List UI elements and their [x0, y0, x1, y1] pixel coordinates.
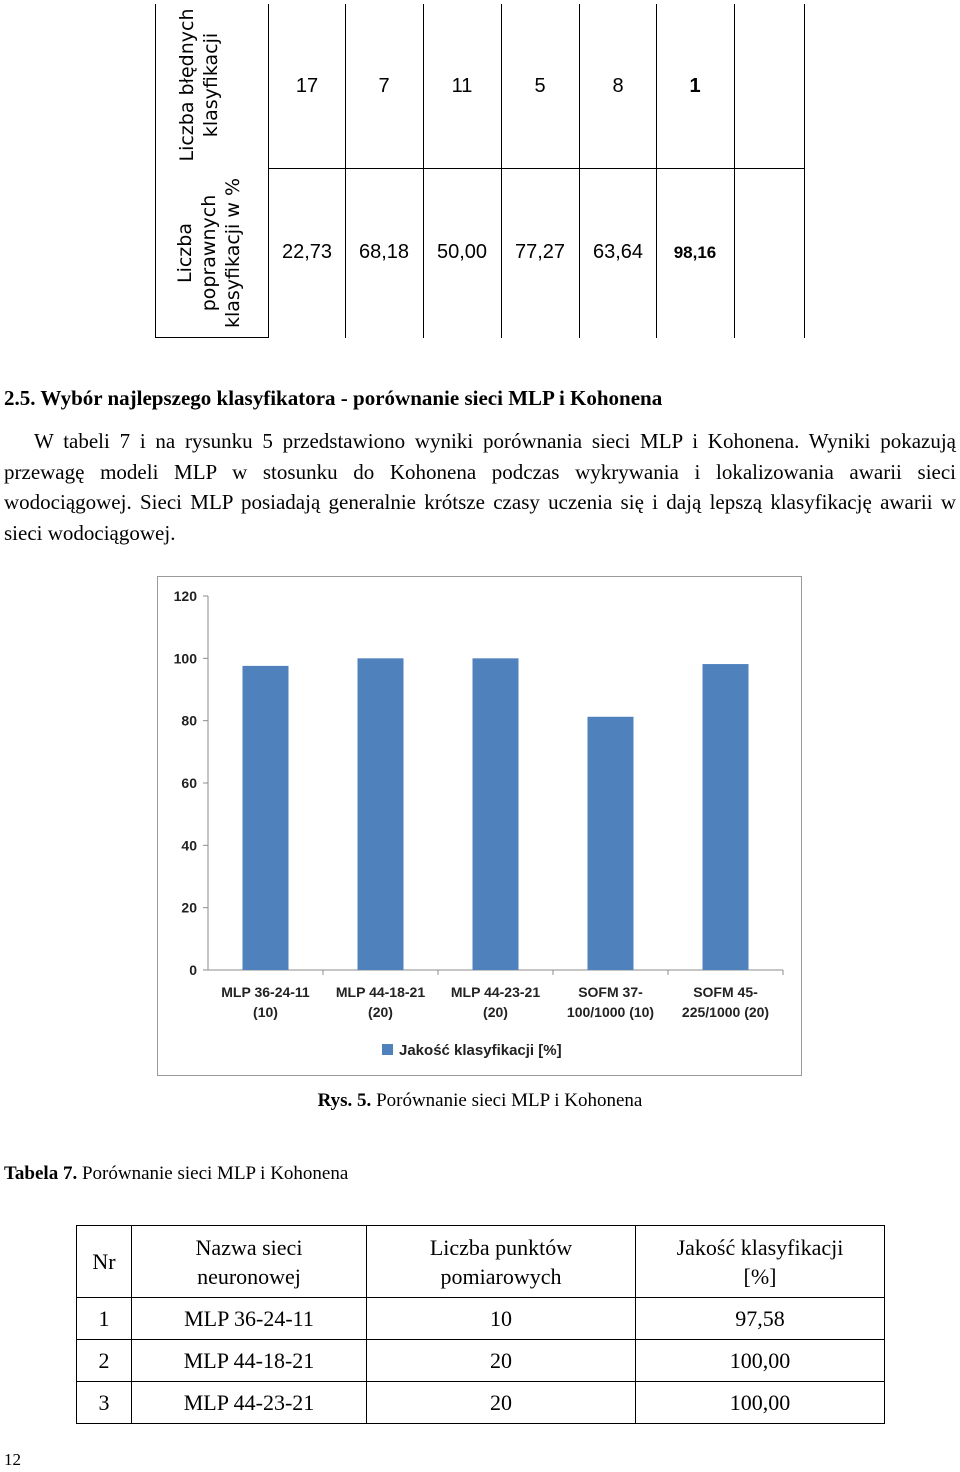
header-line: Liczba błędnych — [176, 8, 198, 162]
table-border — [656, 4, 657, 338]
y-tick-label: 80 — [181, 712, 197, 729]
figure-caption-text: Porównanie sieci MLP i Kohonena — [371, 1090, 643, 1111]
correct-pct-cell: 22,73 — [281, 241, 333, 263]
x-tick-label: SOFM 45- — [693, 984, 758, 1000]
table-border — [804, 4, 805, 338]
table-border — [423, 4, 424, 338]
table-border — [579, 4, 580, 338]
header-line: neuronowej — [197, 1263, 301, 1289]
header-nr — [77, 1226, 132, 1298]
figure-label: Rys. 5. — [317, 1090, 372, 1111]
cell-network: MLP 44-18-21 — [132, 1340, 367, 1382]
header-line: Liczba punktów — [429, 1234, 573, 1260]
bar — [588, 717, 634, 970]
correct-pct-cell: 98,16 — [673, 243, 717, 262]
error-count-cell: 7 — [378, 75, 390, 97]
body-paragraph: W tabeli 7 i na rysunku 5 przedstawiono wyniki porównania sieci MLP i Kohonena. Wyniki pokazują przewagę modeli MLP w stosunku do Kohonena podczas wykrywania i lokalizowania awarii sieci wodociągowej. Sieci MLP posiadają generalnie krótsze czasy uczenia się i dają lepszą klasyfikację awarii w sieci wodociągowej. — [4, 429, 956, 545]
x-tick-label: 100/1000 (10) — [566, 1004, 655, 1020]
table-border — [345, 4, 346, 338]
cell-points: 10 — [367, 1298, 636, 1340]
header-line: Jakość klasyfikacji — [676, 1234, 844, 1260]
comparison-table — [76, 1225, 885, 1424]
header-error-count — [175, 0, 225, 170]
cell-nr: 3 — [77, 1382, 132, 1424]
table-border — [268, 168, 805, 169]
section-heading: 2.5. Wybór najlepszego klasyfikatora - porównanie sieci MLP i Kohonena — [4, 386, 663, 410]
correct-pct-cell: 68,18 — [358, 241, 410, 263]
bar — [703, 664, 749, 970]
table-border — [268, 4, 269, 338]
legend-label: Jakość klasyfikacji [%] — [399, 1042, 562, 1059]
chart-legend — [382, 1042, 562, 1059]
correct-pct-cell: 63,64 — [592, 241, 644, 263]
x-tick-label: 225/1000 (20) — [681, 1004, 770, 1020]
table-header-row — [77, 1226, 885, 1298]
header-line: Liczba — [174, 223, 196, 283]
error-count-cell: 11 — [451, 75, 473, 97]
x-tick-label: MLP 44-18-21 — [335, 984, 426, 1000]
bar-series — [243, 658, 749, 970]
header-quality — [636, 1226, 885, 1298]
table-border — [501, 4, 502, 338]
cell-quality: 100,00 — [636, 1382, 885, 1424]
table-caption-text: Porównanie sieci MLP i Kohonena — [77, 1163, 349, 1184]
cell-quality: 100,00 — [636, 1340, 885, 1382]
x-tick-label: MLP 36-24-11 — [221, 984, 310, 1000]
correct-pct-cell: 77,27 — [514, 241, 566, 263]
error-count-cell: 17 — [295, 75, 319, 97]
page-number: 12 — [4, 1450, 21, 1469]
header-line: klasyfikacji — [200, 32, 222, 138]
figure-caption — [0, 1090, 960, 1112]
legend-swatch — [382, 1044, 393, 1055]
error-count-cell: 1 — [689, 75, 701, 97]
header-line: klasyfikacji w % — [222, 177, 244, 329]
table-border — [155, 4, 156, 338]
header-line: Nr — [92, 1249, 116, 1274]
x-tick-label: MLP 44-23-21 — [450, 984, 541, 1000]
table-label: Tabela 7. — [4, 1163, 78, 1184]
cell-network: MLP 44-23-21 — [132, 1382, 367, 1424]
header-line: [%] — [743, 1263, 777, 1289]
y-tick-label: 120 — [173, 588, 197, 604]
table-border — [734, 4, 735, 338]
y-tick-label: 40 — [181, 837, 197, 854]
header-line: Nazwa sieci — [195, 1234, 303, 1260]
table-row — [77, 1340, 885, 1382]
table-caption — [4, 1163, 348, 1185]
cell-points: 20 — [367, 1340, 636, 1382]
table-row — [77, 1298, 885, 1340]
x-tick-label: SOFM 37- — [578, 984, 643, 1000]
cell-points: 20 — [367, 1382, 636, 1424]
error-count-cell: 8 — [612, 75, 624, 97]
bar — [473, 658, 519, 970]
header-network-name — [132, 1226, 367, 1298]
cell-nr: 2 — [77, 1340, 132, 1382]
header-line: poprawnych — [198, 194, 220, 312]
x-tick-label: (20) — [368, 1004, 393, 1020]
table-row — [77, 1382, 885, 1424]
results-table-fragment — [0, 0, 960, 340]
error-count-cell: 5 — [534, 75, 546, 97]
cell-nr: 1 — [77, 1298, 132, 1340]
bar — [243, 666, 289, 970]
y-tick-label: 20 — [181, 899, 197, 916]
y-tick-label: 0 — [189, 962, 197, 978]
bar-chart — [157, 576, 802, 1076]
y-axis-ticks — [174, 588, 208, 978]
x-tick-label: (20) — [483, 1004, 508, 1020]
header-correct-pct — [173, 163, 251, 343]
chart-canvas — [158, 577, 803, 1077]
cell-network: MLP 36-24-11 — [132, 1298, 367, 1340]
cell-quality: 97,58 — [636, 1298, 885, 1340]
bar — [358, 658, 404, 970]
header-line: pomiarowych — [440, 1263, 562, 1289]
x-axis-labels — [221, 970, 783, 1020]
x-tick-label: (10) — [253, 1004, 278, 1020]
y-tick-label: 60 — [181, 775, 197, 791]
correct-pct-cell: 50,00 — [436, 241, 488, 263]
y-tick-label: 100 — [173, 650, 197, 667]
header-measurement-points — [367, 1226, 636, 1298]
